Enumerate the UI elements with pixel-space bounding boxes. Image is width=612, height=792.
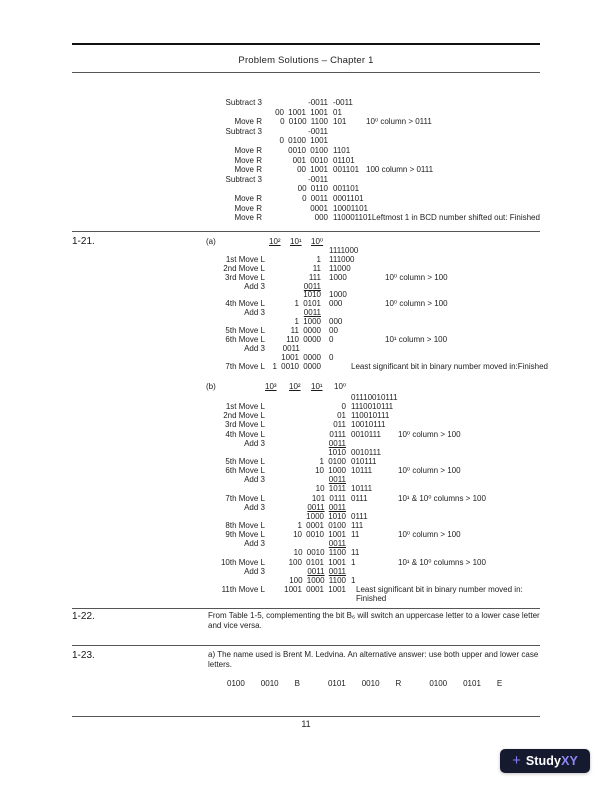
algo-note: Least significant bit in binary number moved in:Finished <box>351 361 548 371</box>
binary-value: 111000 <box>329 254 355 264</box>
binary-value: 1 <box>351 575 356 585</box>
bcd-group: 1 <box>316 254 321 264</box>
algo-row <box>150 457 523 466</box>
algo-step-label: 3rd Move L <box>224 420 265 430</box>
plus-icon: + <box>512 752 521 769</box>
algo-row <box>150 175 540 185</box>
binary-value: 110001101 <box>333 213 372 223</box>
column-header: 10³ <box>265 382 277 391</box>
algo-row <box>150 420 523 429</box>
binary-value: 0 <box>329 352 334 362</box>
algo-step-label <box>150 512 265 521</box>
column-header: 10² <box>269 237 281 246</box>
bcd-group: 1001 0001 1001 <box>284 584 346 594</box>
code-letter: B <box>294 679 300 688</box>
binary-value: -0011 <box>333 98 353 107</box>
binary-value: 0001101 <box>333 193 364 203</box>
bcd-group: 1 0100 <box>319 456 346 466</box>
binary-value: 0010111 <box>351 447 381 457</box>
bcd-group: 1000 1010 <box>306 511 346 521</box>
bcd-group: 001 0010 <box>292 155 328 165</box>
algo-step-label <box>150 484 265 493</box>
algo-step-label: 9th Move L <box>225 530 265 540</box>
bcd-value <box>262 213 328 223</box>
algo-step-label: Move R <box>234 155 262 165</box>
algo-step-label: 6th Move L <box>225 466 265 476</box>
column-header: 10¹ <box>311 382 323 391</box>
bcd-group: 1 0001 0100 <box>297 520 346 530</box>
algo-row <box>150 117 540 127</box>
footer-rule <box>72 716 540 717</box>
binary-value: 111 <box>351 520 364 530</box>
problem-1-23-text: a) The name used is Brent M. Ledvina. An alternative answer: use both upper and lower case letters. <box>208 650 539 669</box>
algo-step-label: 1st Move L <box>225 254 265 264</box>
binary-value: 10111 <box>351 466 373 476</box>
binary-value: 11 <box>351 530 360 540</box>
algo-step-label: 7th Move L <box>225 493 265 503</box>
bcd-group: 0011 <box>282 343 300 353</box>
part-b-tag: (b) <box>206 382 216 391</box>
algo-step-label: Move R <box>234 213 262 223</box>
bcd-value <box>265 363 321 372</box>
algo-row <box>150 345 548 354</box>
algo-row <box>150 411 523 420</box>
bcd-group: 0 0100 1001 <box>279 136 328 146</box>
bcd-group: 000 <box>314 213 328 223</box>
bcd-group: 00 1001 1001 <box>275 107 328 117</box>
algo-row <box>150 558 523 567</box>
bcd-value <box>262 117 328 127</box>
algo-step-label <box>150 594 265 603</box>
bcd-group: 0 0011 <box>302 193 328 203</box>
binary-value: 010111 <box>351 456 377 466</box>
page-number: 11 <box>301 719 311 729</box>
algo-step-label: Move R <box>234 145 262 155</box>
algo-row <box>150 402 523 411</box>
problem-number-1-23: 1-23. <box>72 650 95 661</box>
binary-value: 01 <box>333 107 342 117</box>
algo-step-label: Add 3 <box>244 566 265 576</box>
code-bits: 0101 <box>463 679 481 688</box>
binary-value: 10111 <box>351 484 373 494</box>
code-letter: E <box>496 679 503 688</box>
algo-step-label: 3rd Move L <box>224 272 265 282</box>
algo-note: 10⁰ column > 100 <box>398 429 461 439</box>
logo-suffix: XY <box>561 754 578 768</box>
binary-value: 0 <box>329 334 334 344</box>
bcd-group: 0111 <box>329 429 346 439</box>
algo-row <box>150 127 540 137</box>
binary-value: 101 <box>333 117 347 127</box>
algo-row <box>150 291 548 300</box>
algo-row <box>150 300 548 309</box>
bcd-value <box>262 156 328 166</box>
algo-row <box>150 530 523 539</box>
algo-step-label: Add 3 <box>244 539 265 549</box>
binary-value: 0010111 <box>351 429 381 439</box>
algo-step-label: 2nd Move L <box>223 263 265 273</box>
header-rule-bottom <box>72 72 540 73</box>
bcd-group: 1 0010 0000 <box>272 361 321 371</box>
algo-step-label: Add 3 <box>244 281 265 291</box>
problem-number-1-22: 1-22. <box>72 611 95 622</box>
bcd-group: 0011 <box>307 502 325 512</box>
algo-row <box>150 548 523 557</box>
bcd-group <box>300 344 321 353</box>
algo-row <box>150 448 523 457</box>
algo-row <box>150 439 523 448</box>
code-bits: 0100 <box>429 679 448 688</box>
part-b-header <box>150 382 450 392</box>
bcd-group: 10 1000 <box>315 466 346 476</box>
bcd-group: 1 0101 <box>294 299 321 309</box>
bcd-value <box>262 127 328 137</box>
bcd-group: 11 <box>312 263 321 273</box>
page-header-title: Problem Solutions – Chapter 1 <box>238 55 374 66</box>
algo-note: 10⁰ column > 100 <box>385 299 448 309</box>
bcd-group: 0011 <box>303 308 321 318</box>
ascii-code-row <box>227 679 502 688</box>
bcd-group: -0011 <box>308 174 328 184</box>
binary-value: 0111 <box>351 493 368 503</box>
binary-value: 01110010111 <box>351 393 398 402</box>
bcd-value <box>262 175 328 185</box>
bcd-value <box>262 194 328 204</box>
binary-value: 110010111 <box>351 411 390 421</box>
bcd-group: 101 0111 <box>311 493 346 503</box>
section-separator <box>72 608 540 609</box>
algo-row <box>150 156 540 166</box>
binary-value: 10001101 <box>333 203 368 213</box>
algo-step-label: Add 3 <box>244 343 265 353</box>
bcd-value <box>265 393 346 402</box>
bcd-value <box>265 466 346 475</box>
algo-row <box>150 512 523 521</box>
bcd-value <box>262 136 328 146</box>
algo-row <box>150 594 523 603</box>
bcd-group: 100 1000 1100 <box>289 575 346 585</box>
algo-row <box>150 494 523 503</box>
algo-step-label: 6th Move L <box>225 334 265 344</box>
algo-row <box>150 136 540 146</box>
bcd-value <box>265 539 346 548</box>
algo-note: Least significant bit in binary number moved in: <box>356 584 523 594</box>
algo-row <box>150 484 523 493</box>
algo-row <box>150 475 523 484</box>
binary-value: 0111 <box>351 511 368 521</box>
algo-row <box>150 213 540 223</box>
algo-step-label: Subtract 3 <box>225 174 262 184</box>
code-bits: 0010 <box>260 679 279 688</box>
algo-step-label: Move R <box>234 203 262 213</box>
binary-value: 000 <box>329 317 343 327</box>
algo-row <box>150 283 548 292</box>
algo-note: 10¹ & 10⁰ columns > 100 <box>398 493 486 503</box>
bcd-group: 10 1011 <box>315 484 346 494</box>
algo-row <box>150 393 523 402</box>
algo-row <box>150 503 523 512</box>
algo-row <box>150 274 548 283</box>
bcd-group: 1010 <box>328 447 346 457</box>
algo-note: 100 column > 0111 <box>366 165 434 175</box>
bcd-group: 100 0101 1001 <box>288 557 346 567</box>
part-a-header <box>150 237 450 247</box>
binary-value: 1000 <box>329 272 347 282</box>
algo-row <box>150 576 523 585</box>
algo-row <box>150 567 523 576</box>
algo-step-label: 8th Move L <box>225 520 265 530</box>
logo-name: Study <box>525 754 562 768</box>
binary-value: 001101 <box>333 184 360 194</box>
bcd-group: 1 1000 <box>294 317 321 327</box>
bcd-value <box>265 484 346 493</box>
problem-number-1-21: 1-21. <box>72 236 95 247</box>
bcd-value <box>265 420 346 429</box>
algo-row <box>150 165 540 175</box>
bcd-value <box>265 457 346 466</box>
bcd-group: 0011 <box>328 438 346 448</box>
column-header: 10⁰ <box>311 237 324 246</box>
bcd-value <box>265 439 346 448</box>
algo-step-label: Move R <box>234 193 262 203</box>
algo-row <box>150 194 540 204</box>
algo-note: 10⁰ column > 100 <box>398 466 461 476</box>
binary-value: 001101 <box>333 165 360 175</box>
algo-step-label: Subtract 3 <box>225 98 262 107</box>
section-separator <box>72 645 540 646</box>
bcd-group: -0011 <box>308 98 328 107</box>
binary-value: 1 <box>351 557 356 567</box>
algo-step-label: 10th Move L <box>220 557 265 567</box>
bcd-group: 0 0100 1100 <box>280 117 328 127</box>
bcd-value <box>262 204 328 214</box>
bcd-group: 00 1001 <box>297 165 328 175</box>
algo-row <box>150 98 540 108</box>
code-letter: R <box>395 679 402 688</box>
algo-row <box>150 318 548 327</box>
bcd-value <box>265 411 346 420</box>
bcd-value <box>265 576 346 585</box>
bcd-group: 0011 <box>328 539 346 549</box>
algo-row <box>150 539 523 548</box>
binary-value: 11 <box>351 548 360 558</box>
algo-step-label: 11th Move L <box>221 584 265 594</box>
bcd-value <box>265 530 346 539</box>
algo-step-label: 7th Move L <box>225 361 265 371</box>
bcd-value <box>265 521 346 530</box>
section-separator <box>72 231 540 232</box>
algo-step-label: 1st Move L <box>225 402 265 412</box>
bcd-value <box>265 247 321 256</box>
bcd-value <box>265 448 346 457</box>
algo-step-label <box>150 576 265 585</box>
bcd-group: 0010 0100 <box>288 145 328 155</box>
binary-value: 1110010111 <box>351 402 394 412</box>
algo-row <box>150 204 540 214</box>
bcd-value <box>265 594 346 603</box>
code-bits: 0100 <box>227 679 245 688</box>
algo-row <box>150 430 523 439</box>
algo-step-label: 5th Move L <box>225 326 265 336</box>
algo-step-label <box>150 448 265 457</box>
column-header: 10² <box>289 382 301 391</box>
bcd-group: 1010 <box>303 290 321 300</box>
bcd-group: -0011 <box>308 126 328 136</box>
algo-note: Leftmost 1 in BCD number shifted out: Finished <box>371 213 540 223</box>
bcd-group: 00 0110 <box>297 184 328 194</box>
binary-value: 1111000 <box>329 246 359 255</box>
algo-note: Finished <box>356 594 387 604</box>
bcd-group: 0011 <box>328 566 346 576</box>
algo-row <box>150 265 548 274</box>
algo-step-label: 4th Move L <box>225 429 265 439</box>
algo-step-label <box>150 136 262 146</box>
bcd-group: 0001 <box>310 203 328 213</box>
bcd-group: 0011 <box>303 281 321 291</box>
algorithm-block-part-a <box>150 247 548 371</box>
bcd-group: 10 0010 1001 <box>293 530 346 540</box>
column-header: 10¹ <box>290 237 302 246</box>
algo-row <box>150 108 540 118</box>
algo-step-label <box>150 108 262 118</box>
binary-value: 10010111 <box>351 420 386 430</box>
algo-step-label: Add 3 <box>244 438 265 448</box>
binary-value: 01101 <box>333 155 355 165</box>
algo-note: 10¹ column > 100 <box>385 334 448 344</box>
bcd-group: 1001 0000 <box>281 352 321 362</box>
algo-row <box>150 184 540 194</box>
bcd-value <box>265 402 346 411</box>
algo-step-label <box>150 184 262 194</box>
algo-step-label <box>150 548 265 557</box>
algo-step-label: 5th Move L <box>225 456 265 466</box>
algo-step-label: Move R <box>234 117 262 127</box>
bcd-value <box>262 184 328 194</box>
algo-row <box>150 521 523 530</box>
studyxy-logo[interactable] <box>500 749 590 773</box>
binary-value: 1101 <box>333 145 351 155</box>
algo-note: 10⁰ column > 100 <box>385 272 448 282</box>
bcd-group: 01 <box>337 411 346 421</box>
bcd-group: 0 <box>341 402 346 412</box>
bcd-value <box>265 475 346 484</box>
code-group <box>429 679 502 688</box>
algo-step-label: Add 3 <box>244 502 265 512</box>
algo-step-label: 2nd Move L <box>223 411 265 421</box>
problem-1-22-text: From Table 1-5, complementing the bit B₆ will switch an uppercase letter to a lower case letter and vice versa. <box>208 611 540 630</box>
bcd-value <box>265 430 346 439</box>
algo-note: 10¹ & 10⁰ columns > 100 <box>398 557 486 567</box>
binary-value: 00 <box>329 326 338 336</box>
part-a-tag: (a) <box>206 237 216 246</box>
code-bits: 0010 <box>361 679 380 688</box>
bcd-value <box>265 567 346 576</box>
algo-row <box>150 466 523 475</box>
binary-value: 11000 <box>329 263 351 273</box>
bcd-group: 0011 <box>328 475 346 485</box>
bcd-value <box>265 585 346 594</box>
algo-row <box>150 363 548 372</box>
algo-step-label: Add 3 <box>244 475 265 485</box>
column-header: 10⁰ <box>334 382 347 391</box>
algo-note: 10⁰ column > 0111 <box>366 117 432 127</box>
binary-value: 1000 <box>329 290 347 300</box>
bcd-value <box>265 494 346 503</box>
algo-step-label: Move R <box>234 165 262 175</box>
bcd-group: 0011 <box>307 566 325 576</box>
bcd-value <box>262 165 328 175</box>
algo-row <box>150 585 523 594</box>
bcd-group: 0011 <box>328 502 346 512</box>
algo-note: 10⁰ column > 100 <box>398 530 461 540</box>
algo-row <box>150 327 548 336</box>
bcd-value <box>262 108 328 118</box>
algorithm-block-part-b <box>150 393 523 603</box>
bcd-group: 011 <box>333 420 346 430</box>
algo-row <box>150 146 540 156</box>
bcd-group: 111 <box>308 272 321 282</box>
header-rule-top <box>72 43 540 45</box>
algo-row <box>150 336 548 345</box>
bcd-value <box>265 548 346 557</box>
algo-step-label: 4th Move L <box>225 299 265 309</box>
algorithm-block-continuation <box>150 98 540 223</box>
algo-step-label <box>150 393 265 402</box>
binary-value: 000 <box>329 299 343 309</box>
bcd-value <box>265 503 346 512</box>
algo-step-label: Add 3 <box>244 308 265 318</box>
bcd-value <box>262 98 328 108</box>
bcd-group: 110 0000 <box>286 334 321 344</box>
code-group <box>328 679 401 688</box>
code-bits: 0101 <box>327 679 346 688</box>
bcd-group: 11 0000 <box>290 326 321 336</box>
bcd-value <box>262 146 328 156</box>
bcd-value <box>265 512 346 521</box>
bcd-value <box>265 558 346 567</box>
code-group <box>227 679 300 688</box>
algo-step-label: Subtract 3 <box>225 126 262 136</box>
bcd-group: 10 0010 1100 <box>293 548 346 558</box>
algo-row <box>150 309 548 318</box>
